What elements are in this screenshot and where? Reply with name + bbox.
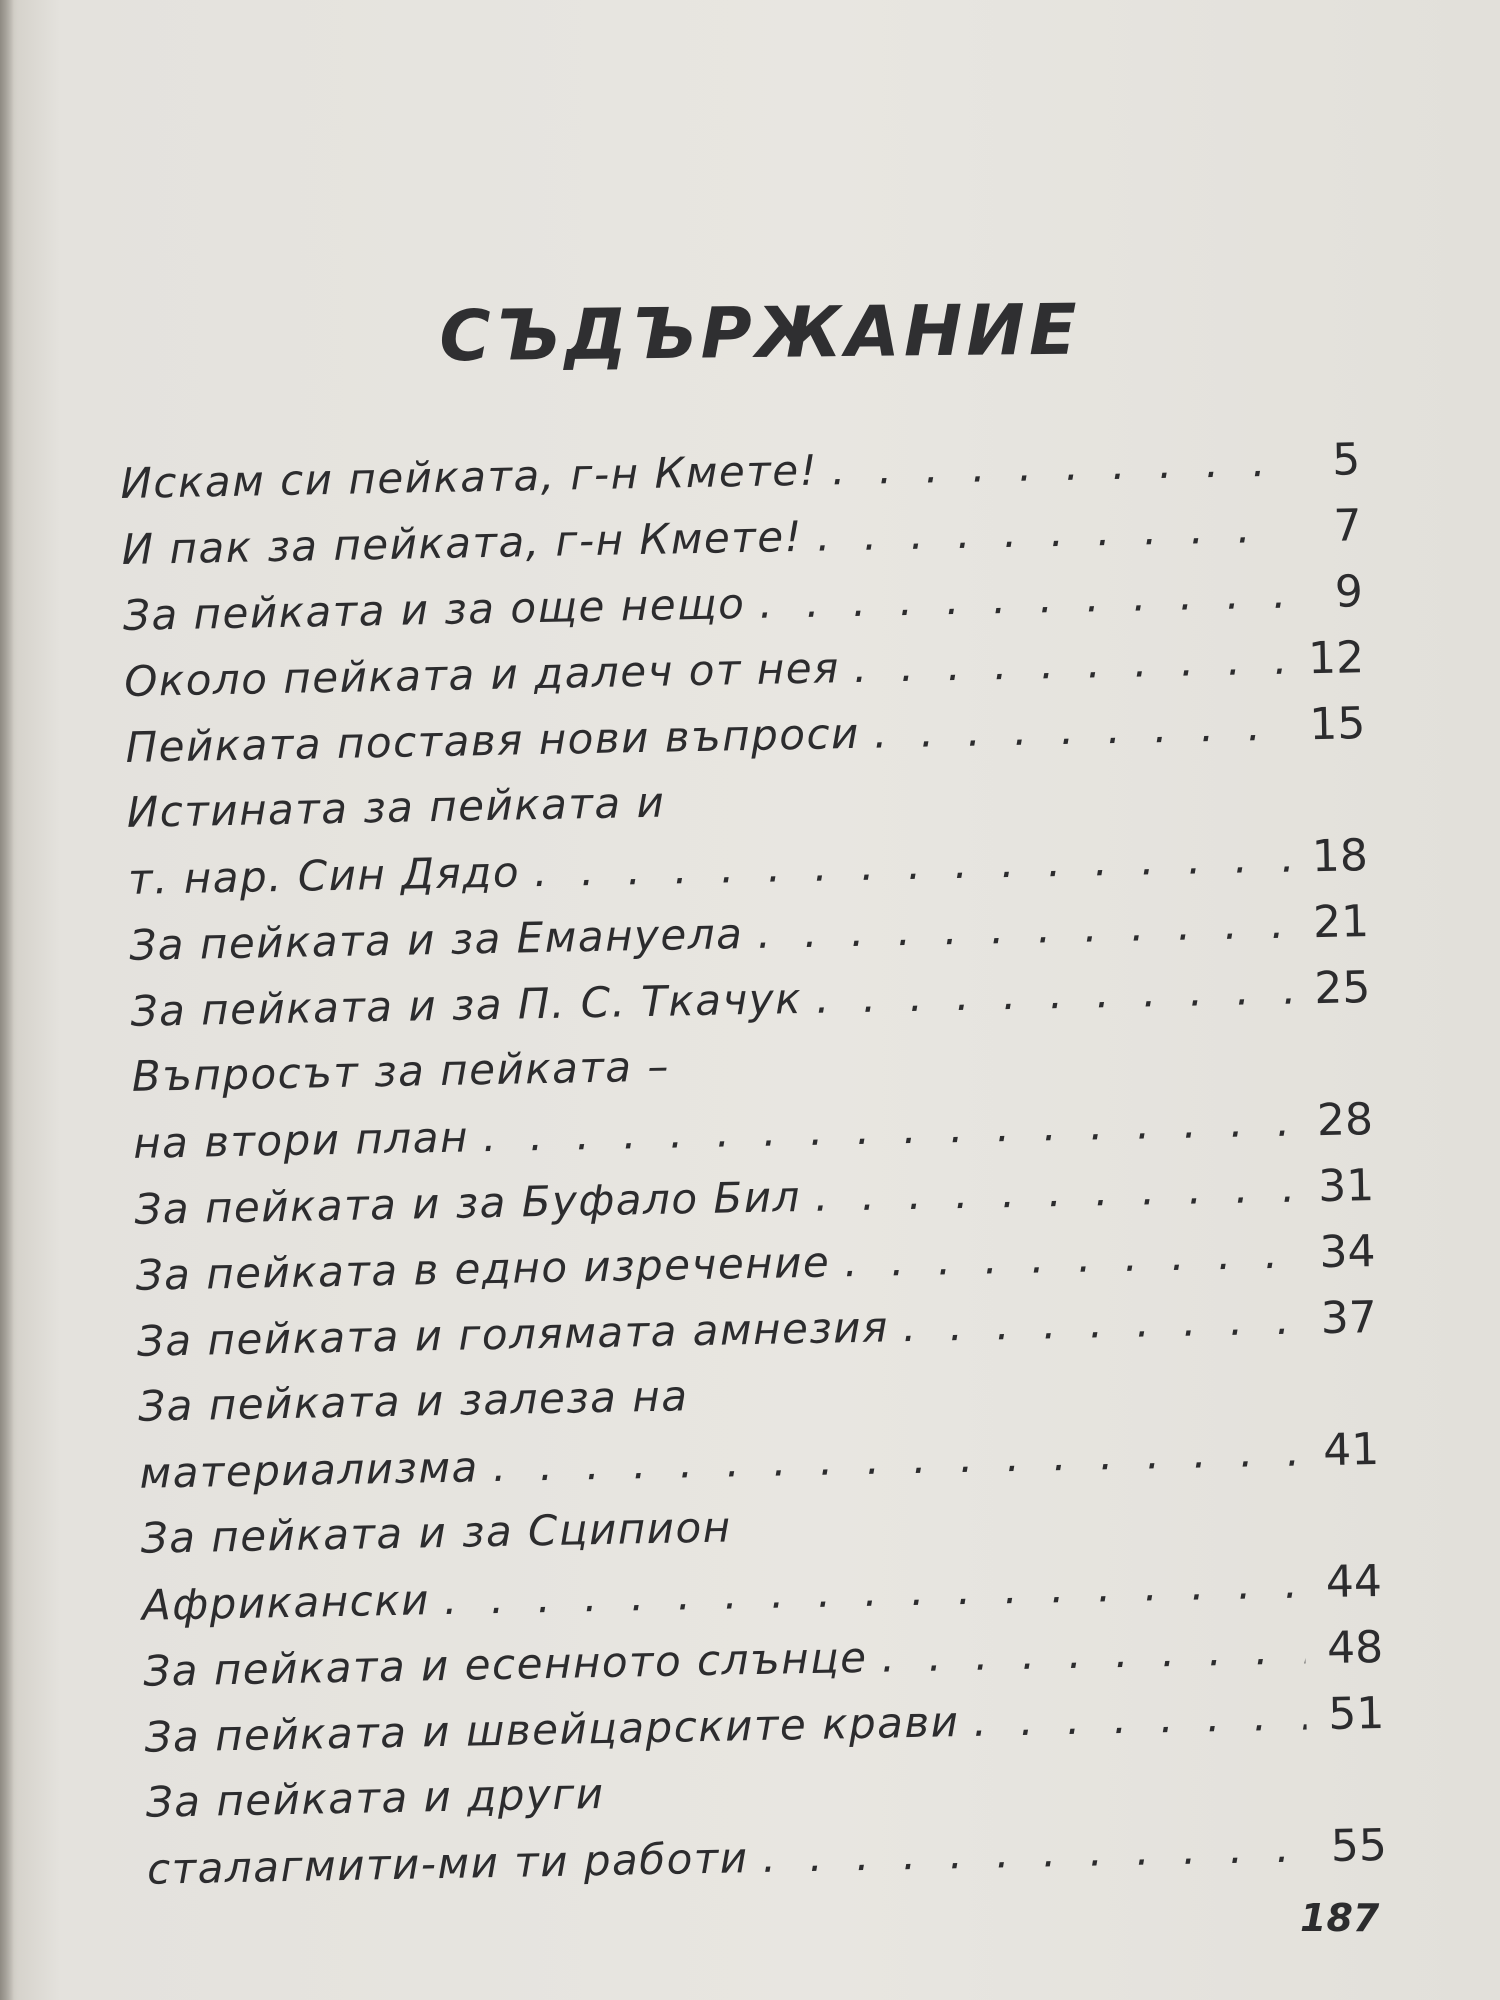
toc-entry-title: на втори план	[132, 1112, 470, 1168]
toc-entry-page: 51	[1327, 1687, 1385, 1741]
toc-entry-title: За пейката и за Сципион	[140, 1502, 733, 1563]
toc-entry-title: И пак за пейката, г-н Кмете!	[121, 511, 804, 574]
toc-entry-title: За пейката и за П. С. Ткачук	[130, 974, 803, 1036]
toc-entry-page: 5	[1331, 434, 1361, 486]
toc-entry-page: 9	[1334, 566, 1364, 618]
table-of-contents	[120, 434, 1388, 1910]
dot-leader	[759, 569, 1286, 628]
dot-leader	[757, 899, 1292, 958]
toc-entry-title: За пейката и голямата амнезия	[136, 1302, 890, 1366]
toc-entry-page: 12	[1307, 632, 1365, 685]
toc-entry-title: т. нар. Син Дядо	[127, 847, 521, 904]
toc-entry-title: За пейката в едно изречение	[135, 1237, 831, 1300]
dot-leader	[844, 1229, 1298, 1287]
toc-entry-title: За пейката и за още нещо	[122, 579, 746, 640]
toc-entry-title: За пейката и за Буфало Бил	[133, 1172, 802, 1234]
dot-leader	[762, 1822, 1309, 1881]
dot-leader	[853, 635, 1286, 692]
dot-leader	[902, 1295, 1299, 1352]
dot-leader	[816, 503, 1284, 561]
toc-entry-page: 34	[1318, 1226, 1376, 1279]
toc-entry-title: За пейката и швейцарските крави	[144, 1697, 960, 1762]
dot-leader	[873, 701, 1287, 758]
toc-entry-page: 31	[1317, 1160, 1375, 1213]
dot-leader	[881, 1624, 1306, 1681]
toc-entry-page: 41	[1322, 1424, 1380, 1477]
toc-entry-page: 21	[1312, 896, 1370, 949]
toc-entry-title: За пейката и други	[145, 1768, 606, 1827]
toc-entry-title: Африкански	[141, 1575, 431, 1630]
toc-entry-page: 18	[1311, 830, 1369, 883]
dot-leader	[831, 437, 1282, 495]
toc-entry-page: 55	[1330, 1819, 1388, 1873]
dot-leader	[814, 1163, 1296, 1221]
toc-entry-title: Въпросът за пейката –	[131, 1041, 671, 1101]
toc-entry-page: 37	[1320, 1292, 1378, 1345]
dot-leader	[973, 1690, 1307, 1745]
page-number: 187	[1300, 1896, 1380, 1940]
toc-entry-title: За пейката и есенното слънце	[142, 1632, 868, 1696]
dot-leader	[815, 965, 1292, 1023]
toc-entry-page: 48	[1326, 1621, 1384, 1675]
toc-entry-title: Истината за пейката и	[126, 777, 666, 837]
toc-entry-title: Искам си пейката, г-н Кмете!	[120, 445, 819, 508]
toc-entry-page: 25	[1313, 962, 1371, 1015]
toc-entry-title: За пейката и за Емануела	[128, 909, 744, 970]
toc-entry-page: 7	[1333, 500, 1363, 552]
toc-entry-title: сталагмити-ми ти работи	[146, 1833, 750, 1894]
toc-entry-title: Пейката поставя нови въпроси	[125, 708, 861, 772]
toc-entry-page: 15	[1308, 698, 1366, 751]
toc-entry-title: За пейката и залеза на	[137, 1371, 689, 1431]
toc-entry-page: 28	[1316, 1094, 1374, 1147]
toc-entry-title: Около пейката и далеч от нея	[123, 643, 841, 706]
toc-entry-title: материализма	[139, 1442, 480, 1498]
toc-entry-page: 44	[1325, 1555, 1383, 1609]
page-title: СЪДЪРЖАНИЕ	[438, 288, 1082, 378]
